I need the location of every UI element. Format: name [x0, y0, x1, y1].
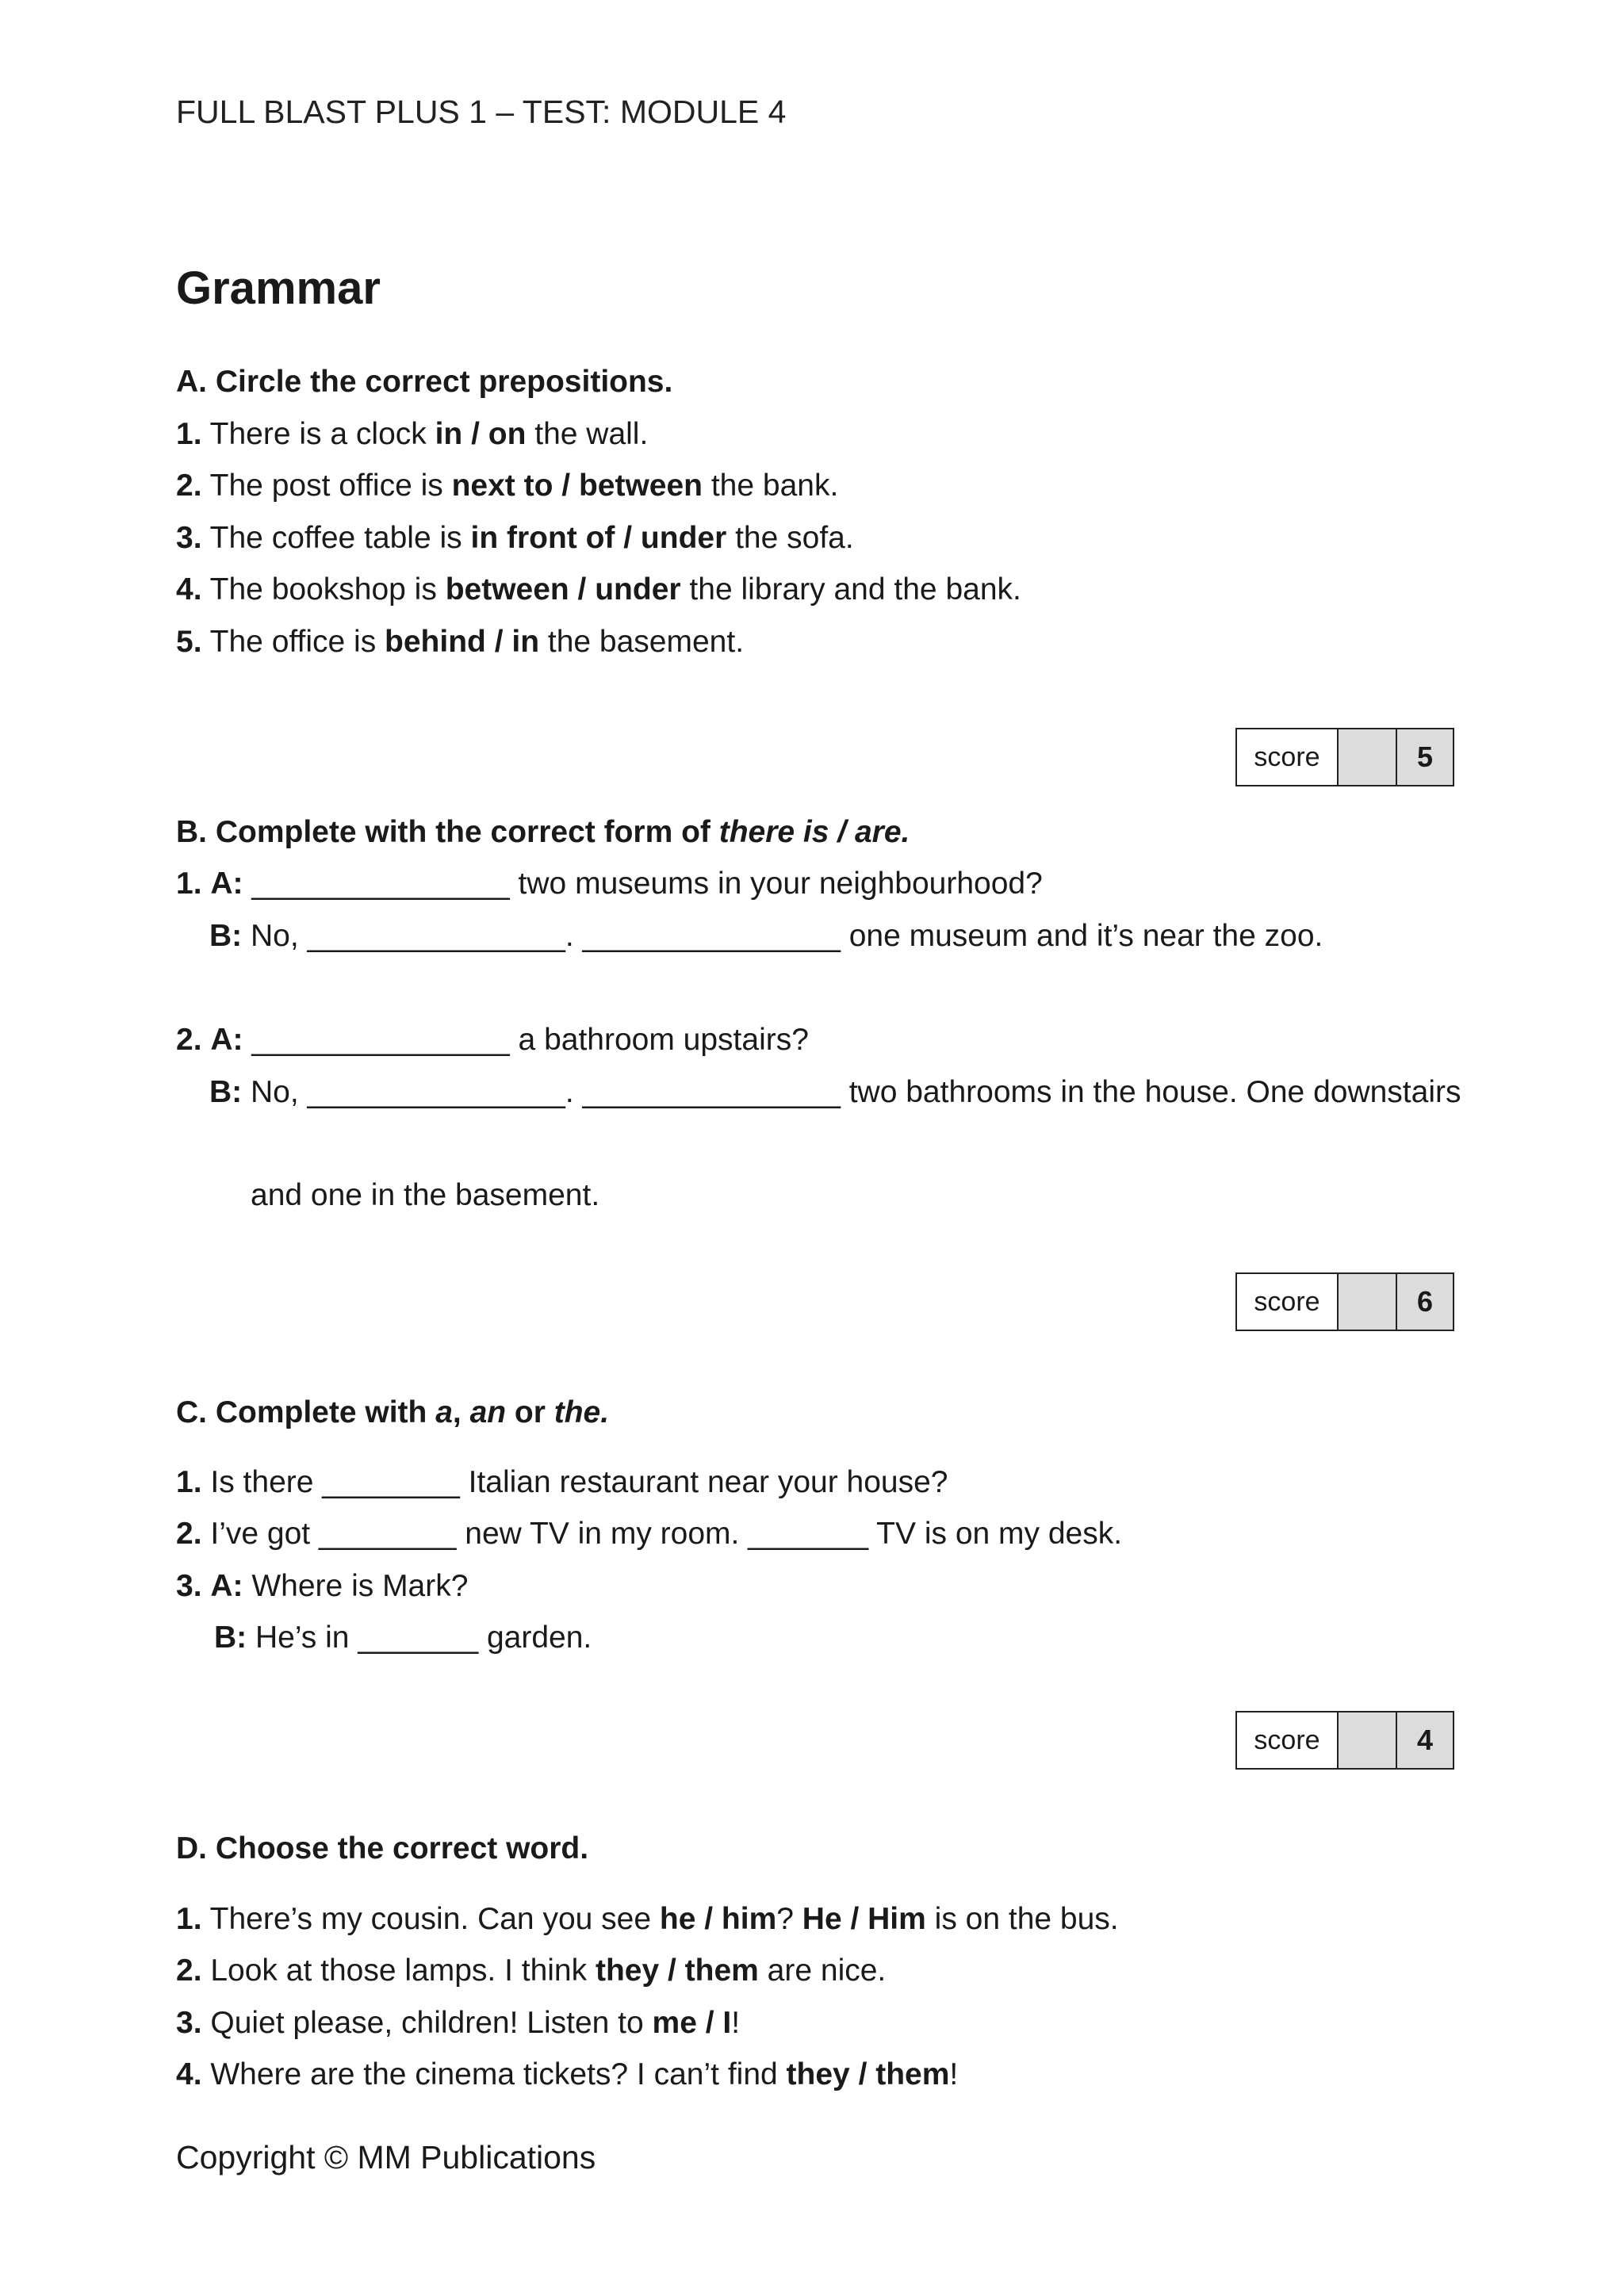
section-d-heading: D. Choose the correct word. [176, 1831, 589, 1866]
section-a-item: 5. The office is behind / in the basement. [176, 625, 745, 659]
score-max: 5 [1397, 729, 1453, 785]
score-box-b [1235, 1272, 1454, 1331]
section-a-item: 2. The post office is next to / between the bank. [176, 469, 839, 503]
section-c-heading: C. Complete with a, an or the. [176, 1395, 610, 1429]
section-b-heading: B. Complete with the correct form of there is / are. [176, 815, 910, 849]
section-c-item: 1. Is there ________ Italian restaurant near your house? [176, 1465, 948, 1499]
section-c-q3a: 3. A: Where is Mark? [176, 1569, 469, 1603]
section-b-q1a: 1. A: _______________ two museums in your neighbourhood? [176, 867, 1043, 901]
score-box-a [1235, 728, 1454, 786]
score-max: 6 [1397, 1274, 1453, 1330]
section-a-item: 1. There is a clock in / on the wall. [176, 417, 649, 451]
section-d-item: 1. There’s my cousin. Can you see he / him? He / Him is on the bus. [176, 1902, 1119, 1936]
section-d-item: 3. Quiet please, children! Listen to me / I! [176, 2006, 741, 2040]
score-entry[interactable] [1339, 1712, 1397, 1768]
score-label: score [1237, 1712, 1339, 1768]
page-title: Grammar [176, 262, 381, 314]
section-a-item: 4. The bookshop is between / under the library and the bank. [176, 572, 1021, 607]
score-max: 4 [1397, 1712, 1453, 1768]
section-d-item: 4. Where are the cinema tickets? I can’t find they / them! [176, 2057, 959, 2091]
section-a-item: 3. The coffee table is in front of / under the sofa. [176, 521, 854, 555]
score-entry[interactable] [1339, 1274, 1397, 1330]
section-b-q1b: B: No, _______________. _______________ one museum and it’s near the zoo. [209, 919, 1323, 953]
score-box-c [1235, 1711, 1454, 1770]
section-b-q2c: and one in the basement. [251, 1178, 600, 1212]
section-c-item: 2. I’ve got ________ new TV in my room. _______ TV is on my desk. [176, 1517, 1123, 1551]
page-header: FULL BLAST PLUS 1 – TEST: MODULE 4 [176, 94, 787, 130]
section-d-item: 2. Look at those lamps. I think they / them are nice. [176, 1954, 887, 1988]
section-c-q3b: B: He’s in _______ garden. [214, 1621, 592, 1655]
section-a-heading: A. Circle the correct prepositions. [176, 365, 673, 399]
score-entry[interactable] [1339, 729, 1397, 785]
copyright-footer: Copyright © MM Publications [176, 2139, 596, 2175]
section-b-q2a: 2. A: _______________ a bathroom upstairs? [176, 1023, 809, 1057]
section-b-q2b: B: No, _______________. _______________ two bathrooms in the house. One downstairs [209, 1075, 1461, 1109]
score-label: score [1237, 1274, 1339, 1330]
score-label: score [1237, 729, 1339, 785]
